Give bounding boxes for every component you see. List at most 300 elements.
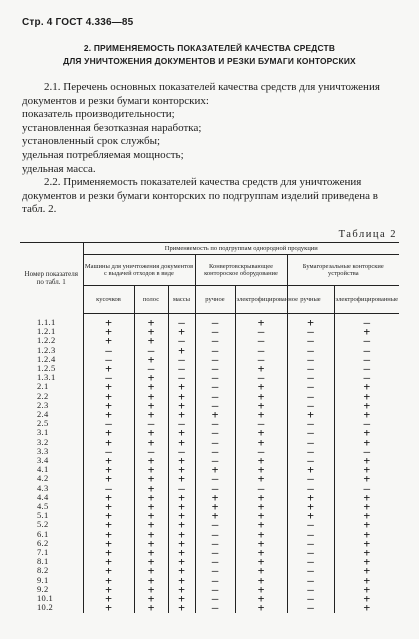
subcol-header: ручные [287,286,334,314]
applicability-mark: + [168,456,195,465]
applicability-mark: — [287,474,334,483]
applicability-table [20,242,399,613]
table-row [20,474,399,483]
applicability-mark: — [287,548,334,557]
applicability-mark: + [235,585,287,594]
applicability-mark: + [168,603,195,612]
applicability-mark: — [334,484,399,493]
applicability-mark: + [134,493,168,502]
applicability-mark: + [83,511,134,520]
table-row [20,594,399,603]
row-number: 1.2.2 [37,335,56,346]
table-row [20,585,399,594]
applicability-mark: + [134,373,168,382]
applicability-mark: + [83,539,134,548]
applicability-mark: + [334,401,399,410]
applicability-mark: + [195,410,235,419]
applicability-mark: + [168,594,195,603]
applicability-mark: — [83,484,134,493]
applicability-mark: + [83,548,134,557]
table-row [20,336,399,345]
applicability-mark: — [287,566,334,575]
table-row [20,520,399,529]
applicability-mark: + [334,566,399,575]
applicability-mark: + [134,327,168,336]
applicability-mark: — [195,474,235,483]
applicability-mark: — [287,327,334,336]
applicability-mark: + [83,585,134,594]
table-row [20,539,399,548]
applicability-mark: — [287,447,334,456]
applicability-mark: — [195,594,235,603]
applicability-mark: — [195,585,235,594]
applicability-mark: — [287,355,334,364]
applicability-mark: + [334,474,399,483]
applicability-mark: — [287,594,334,603]
applicability-mark: + [334,327,399,336]
applicability-mark: + [83,603,134,612]
applicability-mark: — [195,548,235,557]
applicability-mark: + [83,364,134,373]
applicability-mark: + [83,428,134,437]
paragraph-2-2: 2.2. Применяемость показателей качества средств для уничтожения документов и резки бумаги конторских по подгруппам изделий приведена в табл. 2. [22,176,378,216]
applicability-mark: — [83,447,134,456]
applicability-mark: + [334,456,399,465]
applicability-mark: + [334,530,399,539]
applicability-mark: + [134,465,168,474]
applicability-mark: + [168,502,195,511]
table-row [20,456,399,465]
applicability-mark: + [168,493,195,502]
table-row [20,557,399,566]
applicability-mark: — [168,447,195,456]
row-header-cell: Номер показателя по табл. 1 [20,243,83,314]
applicability-mark: + [83,576,134,585]
applicability-mark: + [235,603,287,612]
applicability-mark: — [168,484,195,493]
table-row [20,502,399,511]
applicability-mark: — [287,364,334,373]
applicability-mark: — [334,364,399,373]
applicability-mark: + [168,438,195,447]
applicability-mark: + [235,474,287,483]
table-row [20,530,399,539]
applicability-mark: — [235,327,287,336]
subcol-header: кусочков [83,286,134,314]
applicability-mark: + [235,548,287,557]
subcol-header: электрофицированные [334,286,399,314]
applicability-mark: + [334,548,399,557]
applicability-mark: + [287,410,334,419]
applicability-mark: — [195,392,235,401]
applicability-mark: + [235,520,287,529]
applicability-mark: + [168,557,195,566]
list-item: установленный срок службы; [22,135,161,148]
applicability-mark: + [334,392,399,401]
row-number: 9.1 [37,574,49,585]
applicability-mark: + [83,314,134,328]
applicability-mark: — [287,373,334,382]
applicability-mark: — [195,576,235,585]
table-row [20,382,399,391]
applicability-mark: — [134,419,168,428]
applicability-mark: + [334,520,399,529]
list-item: установленная безотказная наработка; [22,121,202,134]
applicability-mark: + [334,410,399,419]
applicability-mark: + [334,576,399,585]
applicability-mark: + [235,493,287,502]
subcol-header: массы [168,286,195,314]
applicability-mark: — [134,447,168,456]
row-number: 2.3 [37,399,49,410]
applicability-mark: + [168,428,195,437]
applicability-mark: — [334,355,399,364]
applicability-mark: + [235,576,287,585]
section-title [0,42,419,68]
applicability-mark: — [287,520,334,529]
table-row [20,428,399,437]
row-number: 2.5 [37,418,49,429]
applicability-mark: + [83,456,134,465]
applicability-mark: + [168,392,195,401]
applicability-mark: + [235,539,287,548]
applicability-mark: — [83,419,134,428]
applicability-mark: + [334,428,399,437]
applicability-mark: + [134,401,168,410]
applicability-mark: — [195,401,235,410]
applicability-mark: + [134,355,168,364]
row-number: 7.1 [37,547,49,558]
applicability-mark: + [235,392,287,401]
applicability-mark: — [168,314,195,328]
paragraph-2-1: 2.1. Перечень основных показателей качества средств для уничтожения документов и резки бумаги конторских: [22,81,380,107]
applicability-mark: — [235,447,287,456]
applicability-mark: — [195,346,235,355]
applicability-mark: + [235,364,287,373]
applicability-mark: — [287,576,334,585]
table-row [20,484,399,493]
applicability-mark: — [195,603,235,612]
applicability-mark: — [195,314,235,328]
row-number: 4.3 [37,482,49,493]
applicability-mark: + [235,557,287,566]
applicability-mark: + [235,465,287,474]
applicability-mark: + [168,474,195,483]
applicability-mark: + [83,530,134,539]
applicability-mark: + [83,410,134,419]
applicability-mark: — [287,336,334,345]
applicability-mark: + [168,530,195,539]
applicability-mark: + [235,511,287,520]
applicability-mark: + [334,438,399,447]
applicability-mark: + [134,548,168,557]
applicability-mark: — [168,419,195,428]
applicability-mark: + [287,502,334,511]
group-header-envelope-openers: Конвертовскрывающее контороское оборудование [195,255,287,286]
applicability-mark: + [168,382,195,391]
table-caption: Таблица 2 [338,229,397,240]
table-row [20,410,399,419]
applicability-mark: — [287,530,334,539]
applicability-mark: — [195,373,235,382]
table-row [20,548,399,557]
applicability-mark: + [334,539,399,548]
applicability-mark: — [195,447,235,456]
applicability-mark: + [235,594,287,603]
applicability-mark: + [195,465,235,474]
applicability-mark: — [195,539,235,548]
applicability-mark: + [134,392,168,401]
applicability-mark: + [334,502,399,511]
list-item: удельная потребляемая мощность; [22,148,184,161]
section-title-line-1: 2. ПРИМЕНЯЕМОСТЬ ПОКАЗАТЕЛЕЙ КАЧЕСТВА СРЕДСТВ [83,43,336,53]
applicability-mark: + [287,314,334,328]
applicability-mark: + [134,576,168,585]
applicability-mark: — [287,401,334,410]
applicability-mark: + [168,327,195,336]
table-row [20,465,399,474]
applicability-mark: + [83,566,134,575]
applicability-mark: — [195,557,235,566]
applicability-mark: + [334,594,399,603]
applicability-mark: + [235,401,287,410]
row-number: 10.1 [37,593,54,604]
row-number: 10.2 [37,602,54,613]
table-row [20,438,399,447]
applicability-mark: — [287,484,334,493]
applicability-mark: + [134,511,168,520]
applicability-mark: + [83,594,134,603]
applicability-mark: — [287,428,334,437]
applicability-mark: — [287,419,334,428]
subcol-header: ручное [195,286,235,314]
table-row [20,603,399,612]
applicability-mark: + [287,511,334,520]
table-row [20,419,399,428]
applicability-mark: + [334,585,399,594]
applicability-mark: — [287,557,334,566]
table-row [20,314,399,328]
row-number: 2.2 [37,390,49,401]
applicability-mark: — [287,456,334,465]
row-number: 4.4 [37,491,49,502]
applicability-mark: + [168,539,195,548]
applicability-mark: + [83,493,134,502]
subcol-header: полос [134,286,168,314]
applicability-mark: — [195,327,235,336]
applicability-mark: + [134,566,168,575]
applicability-mark: — [168,336,195,345]
table-row [20,327,399,336]
body-text [22,81,400,217]
row-number: 8.1 [37,556,49,567]
row-number: 3.4 [37,455,49,466]
applicability-mark: + [83,465,134,474]
applicability-mark: + [334,603,399,612]
applicability-mark: + [168,511,195,520]
applicability-mark: — [334,447,399,456]
applicability-mark: + [287,465,334,474]
applicability-mark: + [168,346,195,355]
applicability-mark: + [334,382,399,391]
applicability-mark: + [334,557,399,566]
table-row [20,364,399,373]
applicability-mark: + [168,520,195,529]
applicability-mark: + [168,566,195,575]
row-number: 9.2 [37,583,49,594]
applicability-mark: + [83,382,134,391]
table-row [20,447,399,456]
applicability-mark: — [195,355,235,364]
applicability-mark: — [195,336,235,345]
applicability-mark: — [287,382,334,391]
applicability-mark: + [168,465,195,474]
applicability-mark: — [168,373,195,382]
applicability-mark: + [168,548,195,557]
applicability-mark: — [287,346,334,355]
page-header: Стр. 4 ГОСТ 4.336—85 [22,17,134,28]
applicability-mark: — [195,438,235,447]
applicability-mark: — [195,456,235,465]
table-row [20,401,399,410]
section-title-line-2: ДЛЯ УНИЧТОЖЕНИЯ ДОКУМЕНТОВ И РЕЗКИ БУМАГИ КОНТОРСКИХ [63,56,356,66]
applicability-mark: + [83,557,134,566]
applicability-mark: + [83,401,134,410]
applicability-mark: — [168,364,195,373]
applicability-mark: + [134,438,168,447]
applicability-mark: — [287,392,334,401]
applicability-mark: + [134,410,168,419]
applicability-mark: — [334,314,399,328]
row-number: 5.2 [37,519,49,530]
applicability-mark: — [235,484,287,493]
row-number: 3.2 [37,436,49,447]
row-number: 1.2.3 [37,344,56,355]
applicability-mark: + [195,493,235,502]
table-row [20,392,399,401]
applicability-mark: — [334,346,399,355]
applicability-mark: + [134,585,168,594]
row-number: 1.3.1 [37,372,56,383]
row-number: 4.2 [37,473,49,484]
applicability-mark: + [334,493,399,502]
row-number: 4.5 [37,501,49,512]
applicability-mark: + [235,438,287,447]
applicability-mark: + [235,314,287,328]
applicability-mark: — [195,419,235,428]
row-number: 2.1 [37,381,49,392]
applicability-mark: — [235,346,287,355]
subcol-header: электрофицированное [235,286,287,314]
applicability-mark: — [287,585,334,594]
group-header-paper-cutters: Бумагорезальные конторские устройства [287,255,399,286]
list-item: удельная масса. [22,162,96,175]
row-number: 3.1 [37,427,49,438]
applicability-mark: — [134,346,168,355]
applicability-mark: + [83,474,134,483]
table-row [20,493,399,502]
applicability-mark: + [287,493,334,502]
table-row [20,373,399,382]
applicability-mark: + [83,438,134,447]
applicability-mark: — [195,428,235,437]
applicability-mark: + [235,566,287,575]
applicability-mark: + [235,428,287,437]
applicability-mark: + [134,520,168,529]
applicability-mark: — [83,373,134,382]
applicability-mark: — [334,336,399,345]
applicability-mark: + [134,474,168,483]
applicability-mark: + [134,557,168,566]
row-number: 1.1.1 [37,316,56,327]
applicability-mark: + [235,382,287,391]
applicability-mark: + [134,594,168,603]
applicability-mark: + [83,392,134,401]
applicability-mark: — [134,364,168,373]
applicability-mark: — [83,355,134,364]
applicability-mark: — [195,484,235,493]
table-row [20,511,399,520]
top-header: Применяемость по подгруппам однородной продукции [83,243,399,255]
group-header-shredders: Машины для уничтожения документов с выдачей отходов в виде [83,255,195,286]
applicability-mark: + [168,401,195,410]
applicability-mark: — [195,382,235,391]
applicability-mark: + [168,576,195,585]
applicability-mark: — [287,438,334,447]
applicability-mark: + [134,502,168,511]
applicability-mark: + [134,428,168,437]
row-number: 6.2 [37,537,49,548]
table-row [20,576,399,585]
applicability-mark: + [134,456,168,465]
applicability-mark: — [235,355,287,364]
applicability-mark: — [334,373,399,382]
applicability-mark: — [235,336,287,345]
applicability-mark: + [168,585,195,594]
applicability-mark: — [235,373,287,382]
applicability-mark: + [134,530,168,539]
table-body [20,314,399,613]
applicability-mark: + [83,520,134,529]
applicability-mark: + [235,456,287,465]
applicability-mark: + [134,484,168,493]
applicability-mark: + [134,336,168,345]
row-number: 5.1 [37,510,49,521]
applicability-mark: + [235,502,287,511]
list-item: показатель производительности; [22,108,175,121]
applicability-mark: — [235,419,287,428]
applicability-mark: + [195,502,235,511]
applicability-mark: + [235,530,287,539]
table-row [20,566,399,575]
applicability-mark: — [195,364,235,373]
applicability-mark: — [195,530,235,539]
applicability-mark: + [134,603,168,612]
applicability-mark: + [334,511,399,520]
row-number: 2.4 [37,409,49,420]
applicability-mark: — [334,419,399,428]
applicability-mark: + [134,539,168,548]
applicability-mark: — [287,539,334,548]
row-number: 1.2.4 [37,353,56,364]
applicability-mark: + [195,511,235,520]
applicability-mark: + [334,465,399,474]
applicability-mark: + [83,336,134,345]
table-row [20,355,399,364]
row-number: 4.1 [37,464,49,475]
applicability-mark: — [195,520,235,529]
applicability-mark: — [195,566,235,575]
